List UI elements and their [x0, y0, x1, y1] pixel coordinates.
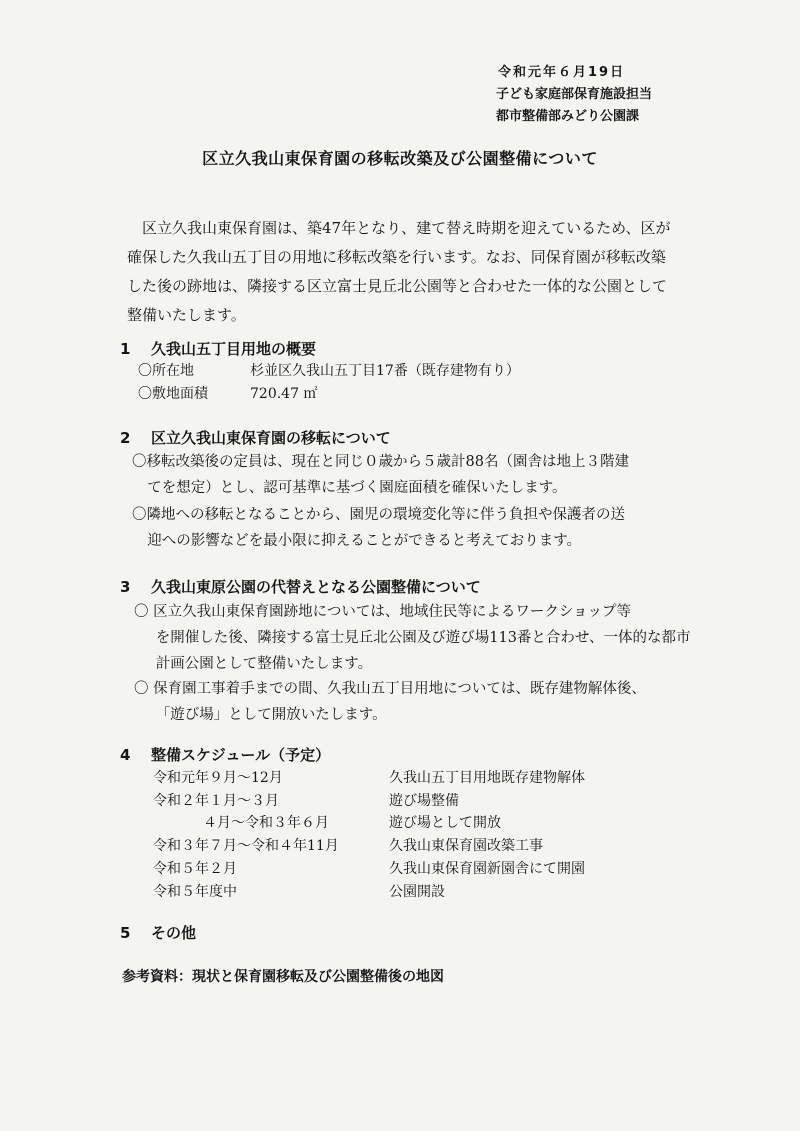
item-line-1: 〇 保育園工事着手までの間、久我山五丁目用地については、既存建物解体後、: [134, 681, 646, 697]
item-line-1: 〇 区立久我山東保育園跡地については、地域住民等によるワークショップ等: [134, 604, 632, 620]
section-1-heading: [120, 338, 316, 359]
section-3-item-2: [134, 676, 696, 728]
schedule-row: [153, 835, 543, 855]
schedule-task: 公園開設: [389, 884, 445, 900]
section-2-item-1: [132, 449, 692, 501]
department-childcare: 子ども家庭部保育施設担当: [496, 87, 653, 102]
schedule-task: 久我山東保育園新園舎にて開園: [389, 861, 585, 877]
section-title: 区立久我山東保育園の移転について: [151, 429, 391, 447]
site-area-label: 〇敷地面積: [138, 386, 208, 402]
schedule-period: 令和３年７月～令和４年11月: [153, 838, 339, 854]
section-title: 久我山東原公園の代替えとなる公園整備について: [151, 578, 481, 596]
section-2-item-2: [132, 502, 692, 554]
section-title: 整備スケジュール（予定）: [151, 746, 331, 764]
document-title: 区立久我山東保育園の移転改築及び公園整備について: [202, 149, 598, 168]
section-number: 3: [120, 578, 131, 596]
site-location-row: [138, 360, 520, 380]
schedule-row: [153, 790, 459, 810]
section-title: 久我山五丁目用地の概要: [151, 340, 317, 358]
section-number: 5: [120, 924, 131, 942]
section-4-heading: [120, 744, 330, 765]
schedule-period: 令和元年９月～12月: [153, 770, 283, 786]
item-line-1: 〇移転改築後の定員は、現在と同じ０歳から５歳計88名（園舎は地上３階建: [132, 454, 629, 470]
document-header: [496, 62, 716, 128]
item-continuation: てを想定）とし、認可基準に基づく園庭面積を確保いたします。: [147, 480, 567, 496]
issue-date: 令和元年６月19日: [498, 65, 626, 80]
site-location-value: 杉並区久我山五丁目17番（既存建物有り）: [250, 363, 520, 379]
schedule-row: [153, 858, 585, 878]
item-continuation: を開催した後、隣接する富士見丘北公園及び遊び場113番と合わせ、一体的な都市計画公園として整備いたします。: [155, 630, 691, 672]
schedule-period: ４月～令和３年６月: [203, 815, 329, 831]
schedule-task: 遊び場整備: [389, 793, 459, 809]
schedule-task: 久我山東保育園改築工事: [389, 838, 543, 854]
reference-note: 参考資料：現状と保育園移転及び公園整備後の地図: [122, 969, 444, 985]
schedule-task: 遊び場として開放: [389, 815, 501, 831]
item-line-1: 〇隣地への移転となることから、園児の環境変化等に伴う負担や保護者の送: [132, 507, 625, 523]
section-number: 4: [120, 746, 131, 764]
schedule-period: 令和５年度中: [153, 884, 237, 900]
intro-paragraph: [127, 214, 679, 330]
item-continuation: 「遊び場」として開放いたします。: [155, 707, 387, 723]
department-parks: 都市整備部みどり公園課: [496, 109, 640, 124]
section-2-heading: [120, 427, 391, 448]
section-3-heading: [120, 576, 481, 597]
section-number: 2: [120, 429, 131, 447]
site-location-label: 〇所在地: [138, 363, 194, 379]
section-number: 1: [120, 340, 131, 358]
site-area-value: 720.47 ㎡: [250, 386, 318, 402]
item-continuation: 迎への影響などを最小限に抑えることができると考えております。: [147, 533, 582, 549]
schedule-period: 令和５年２月: [153, 861, 237, 877]
schedule-task: 久我山五丁目用地既存建物解体: [389, 770, 585, 786]
section-title: その他: [151, 924, 197, 942]
section-5-heading: [120, 922, 196, 943]
schedule-period: 令和２年１月～３月: [153, 793, 279, 809]
intro-text: 区立久我山東保育園は、築47年となり、建て替え時期を迎えているため、区が確保した久我山五丁目の用地に移転改築を行います。なお、同保育園が移転改築した後の跡地は、隣接する区立富士見丘北公園等と合わせた一体的な公園として整備いたします。: [127, 219, 671, 324]
schedule-row: [153, 881, 445, 901]
schedule-row: [153, 767, 585, 787]
section-3-item-1: [134, 599, 696, 677]
site-area-row: [138, 383, 317, 403]
schedule-row: [153, 812, 501, 832]
